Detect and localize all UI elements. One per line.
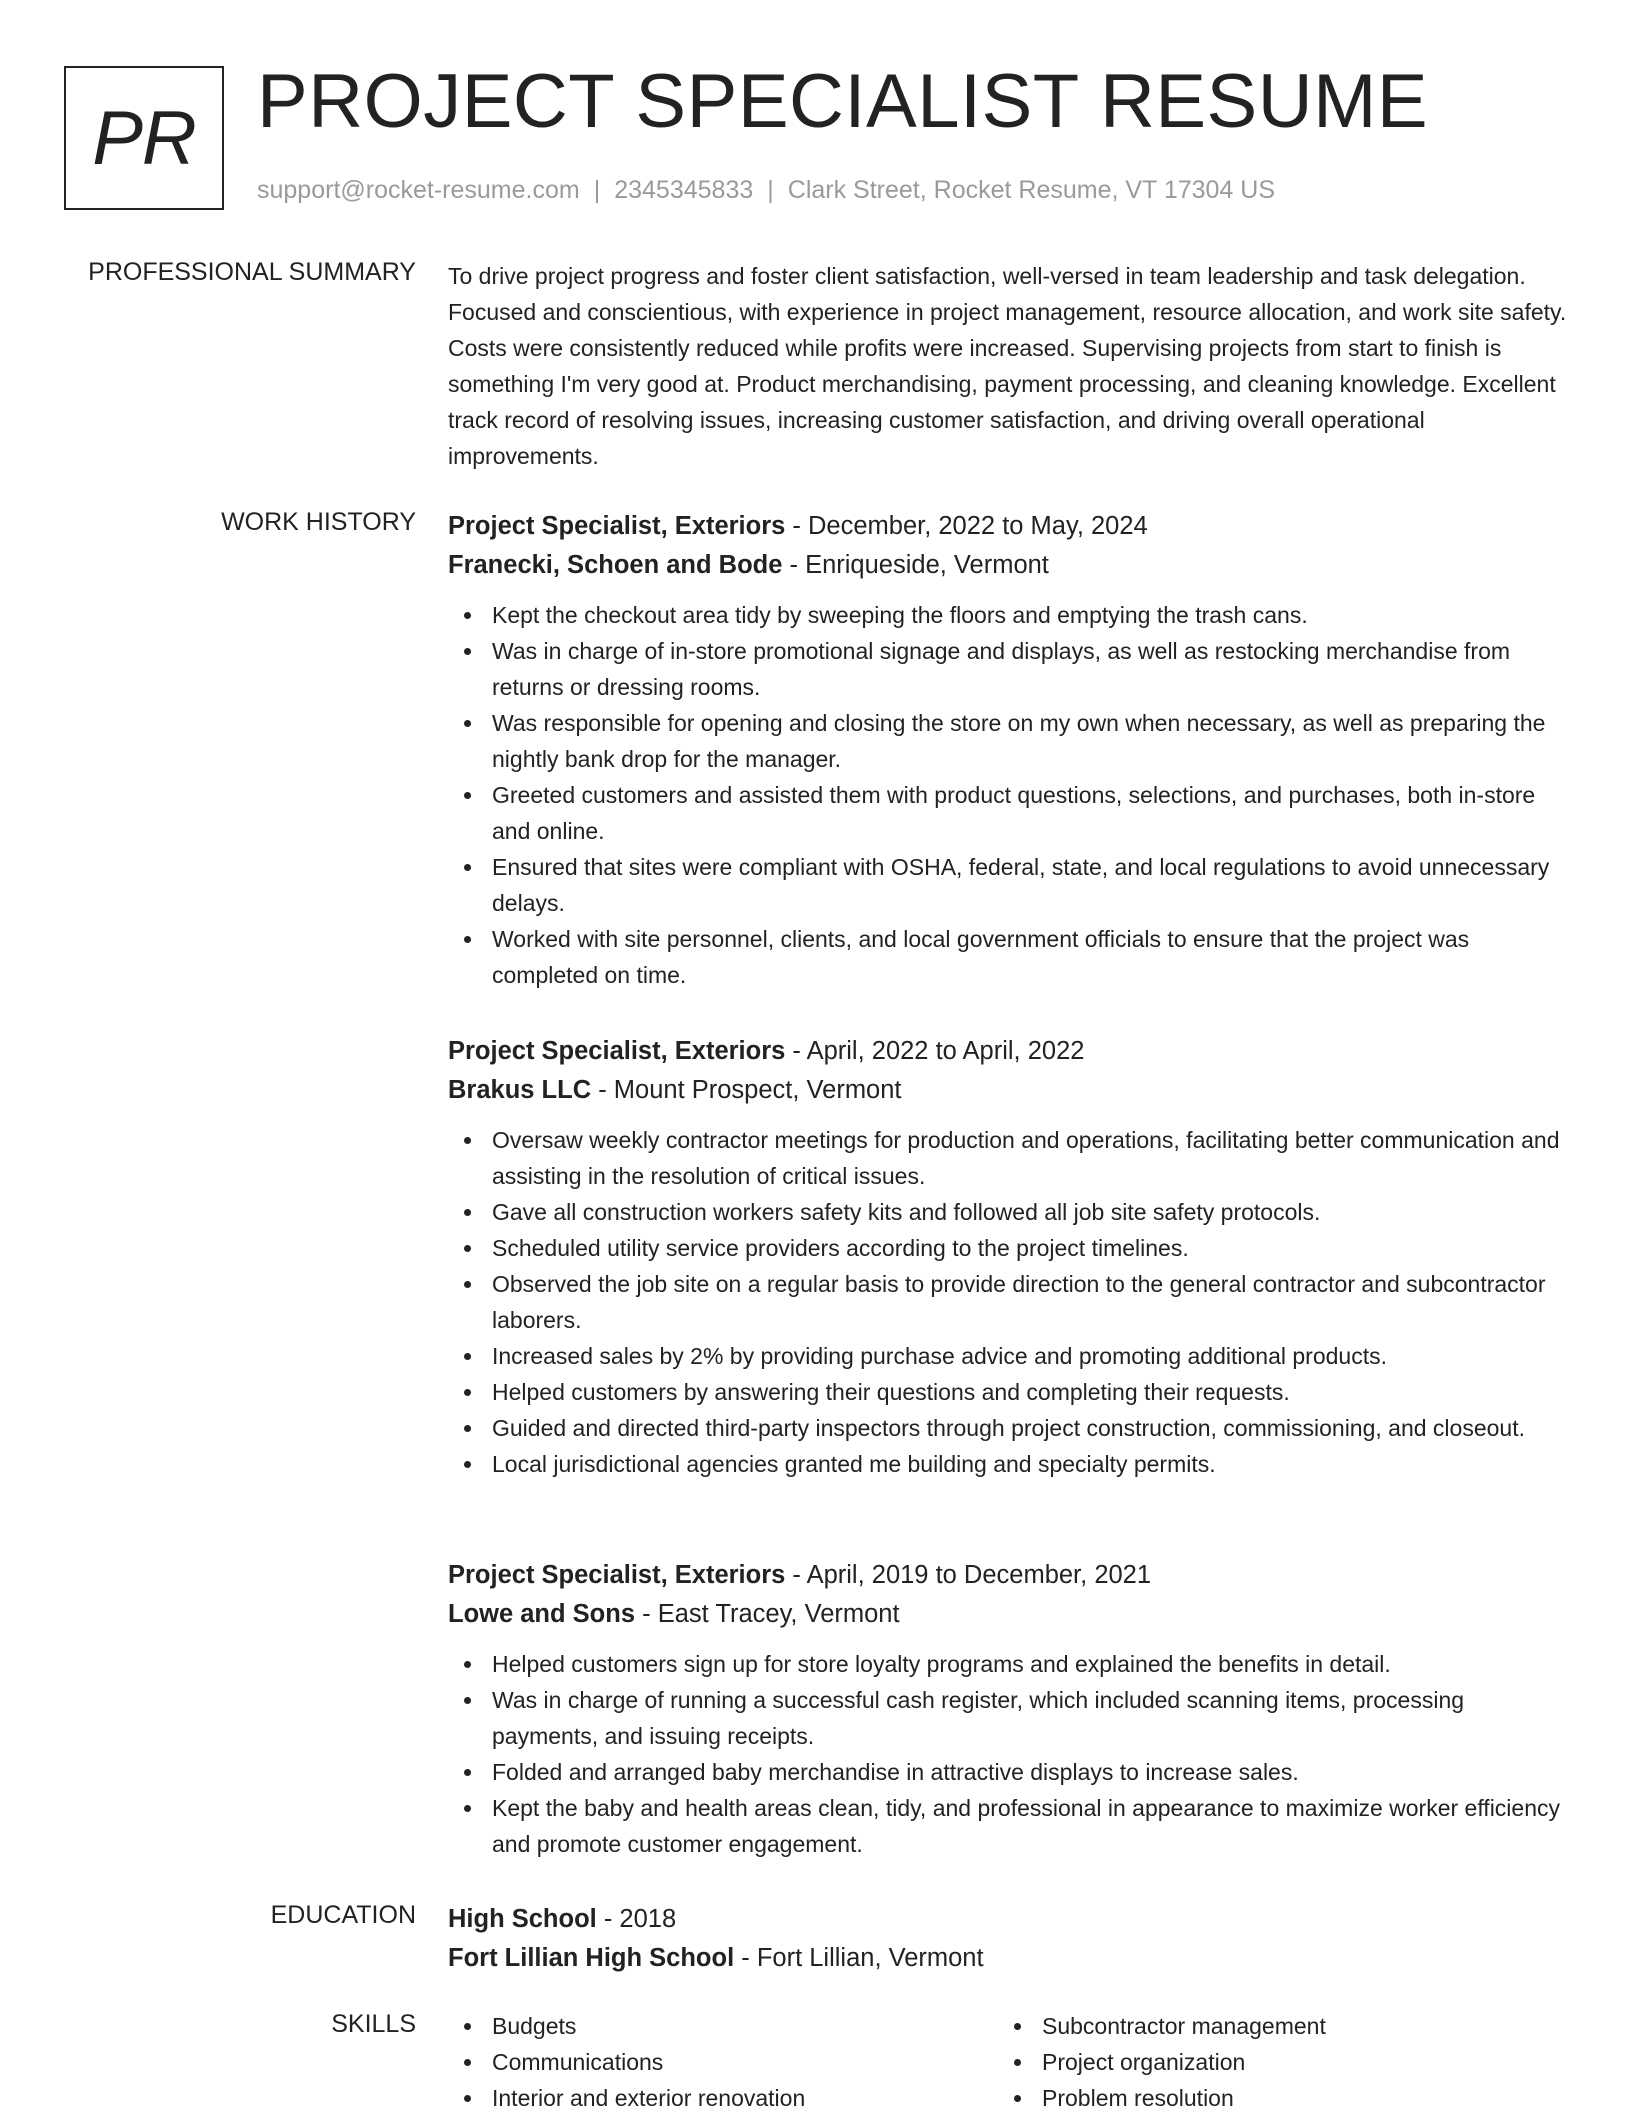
job-title: Project Specialist, Exteriors [448,1561,786,1589]
job-title-line [448,507,1570,545]
monogram-logo [64,66,224,210]
job-bullet: Guided and directed third-party inspectors through project construction, commissioning, and closeout. [448,1410,1570,1446]
monogram-initials: PR [92,95,196,181]
job-bullet: Ensured that sites were compliant with OSHA, federal, state, and local regulations to avoid unnecessary delays. [448,849,1570,921]
contact-email[interactable]: support@rocket-resume.com [257,176,580,204]
job-location: - East Tracey, Vermont [635,1600,900,1628]
contact-separator: | [593,176,601,204]
education-location: - Fort Lillian, Vermont [734,1944,984,1972]
skills-list-left [448,2008,998,2112]
education-degree-line [448,1900,1570,1938]
job-company-line [448,1594,1570,1634]
skill-item: Communications [448,2044,998,2080]
job-entry [448,507,1570,993]
skills-list-right [998,2008,1548,2112]
education-school: Fort Lillian High School [448,1944,735,1972]
skill-item: Project organization [998,2044,1548,2080]
job-bullet: Was in charge of in-store promotional signage and displays, as well as restocking merchandise from returns or dressing rooms. [448,633,1570,705]
summary-text: To drive project progress and foster client satisfaction, well-versed in team leadership and task delegation. Focused and conscientious, with experience in project management, resource allocation, and work site safety. Costs were consistently reduced while profits were increased. Supervising projects from start to finish is something I'm very good at. Product merchandising, payment processing, and cleaning knowledge. Excellent track record of resolving issues, increasing customer satisfaction, and driving overall operational improvements. [448,263,1567,469]
job-entry [448,1032,1570,1482]
contact-separator: | [767,176,774,204]
skills-heading: SKILLS [331,2010,416,2038]
job-bullets [448,1646,1570,1862]
education-school-line [448,1938,1570,1978]
job-bullet: Greeted customers and assisted them with product questions, selections, and purchases, both in-store and online. [448,777,1570,849]
job-dates: - April, 2022 to April, 2022 [785,1037,1085,1065]
education-heading: EDUCATION [270,1901,416,1929]
skill-item: Problem resolution [998,2080,1548,2112]
job-company: Franecki, Schoen and Bode [448,551,783,579]
job-bullets [448,597,1570,993]
job-bullet: Helped customers sign up for store loyalty programs and explained the benefits in detail. [448,1646,1570,1682]
job-company: Brakus LLC [448,1076,592,1104]
job-bullet: Was in charge of running a successful cash register, which included scanning items, processing payments, and issuing receipts. [448,1682,1570,1754]
education-year: - 2018 [596,1905,677,1933]
job-bullets [448,1122,1570,1482]
job-title-line [448,1032,1570,1070]
job-bullet: Scheduled utility service providers according to the project timelines. [448,1230,1570,1266]
job-title: Project Specialist, Exteriors [448,1037,786,1065]
job-company-line [448,1070,1570,1110]
skill-item: Subcontractor management [998,2008,1548,2044]
skills-columns [448,2008,1570,2112]
job-title-line [448,1556,1570,1594]
job-bullet: Kept the baby and health areas clean, tidy, and professional in appearance to maximize worker efficiency and promote customer engagement. [448,1790,1570,1862]
skill-item: Interior and exterior renovation [448,2080,998,2112]
job-location: - Enriqueside, Vermont [782,551,1049,579]
summary-heading: PROFESSIONAL SUMMARY [88,258,416,286]
job-bullet: Gave all construction workers safety kits and followed all job site safety protocols. [448,1194,1570,1230]
contact-address: Clark Street, Rocket Resume, VT 17304 US [787,176,1276,204]
job-title: Project Specialist, Exteriors [448,512,786,540]
skill-item: Budgets [448,2008,998,2044]
contact-phone[interactable]: 2345345833 [614,176,754,204]
job-bullet: Worked with site personnel, clients, and local government officials to ensure that the project was completed on time. [448,921,1570,993]
job-bullet: Local jurisdictional agencies granted me building and specialty permits. [448,1446,1570,1482]
job-bullet: Kept the checkout area tidy by sweeping the floors and emptying the trash cans. [448,597,1570,633]
job-bullet: Helped customers by answering their questions and completing their requests. [448,1374,1570,1410]
contact-line [257,176,1275,205]
job-dates: - December, 2022 to May, 2024 [785,512,1148,540]
job-bullet: Increased sales by 2% by providing purchase advice and promoting additional products. [448,1338,1570,1374]
job-entry [448,1556,1570,1862]
education-degree: High School [448,1905,597,1933]
job-bullet: Observed the job site on a regular basis to provide direction to the general contractor and subcontractor laborers. [448,1266,1570,1338]
job-dates: - April, 2019 to December, 2021 [785,1561,1152,1589]
job-location: - Mount Prospect, Vermont [591,1076,902,1104]
work-history-heading: WORK HISTORY [221,508,416,536]
job-company: Lowe and Sons [448,1600,636,1628]
job-bullet: Oversaw weekly contractor meetings for production and operations, facilitating better communication and assisting in the resolution of critical issues. [448,1122,1570,1194]
resume-title: PROJECT SPECIALIST RESUME [257,59,1429,144]
job-bullet: Was responsible for opening and closing the store on my own when necessary, as well as preparing the nightly bank drop for the manager. [448,705,1570,777]
job-company-line [448,545,1570,585]
job-bullet: Folded and arranged baby merchandise in attractive displays to increase sales. [448,1754,1570,1790]
